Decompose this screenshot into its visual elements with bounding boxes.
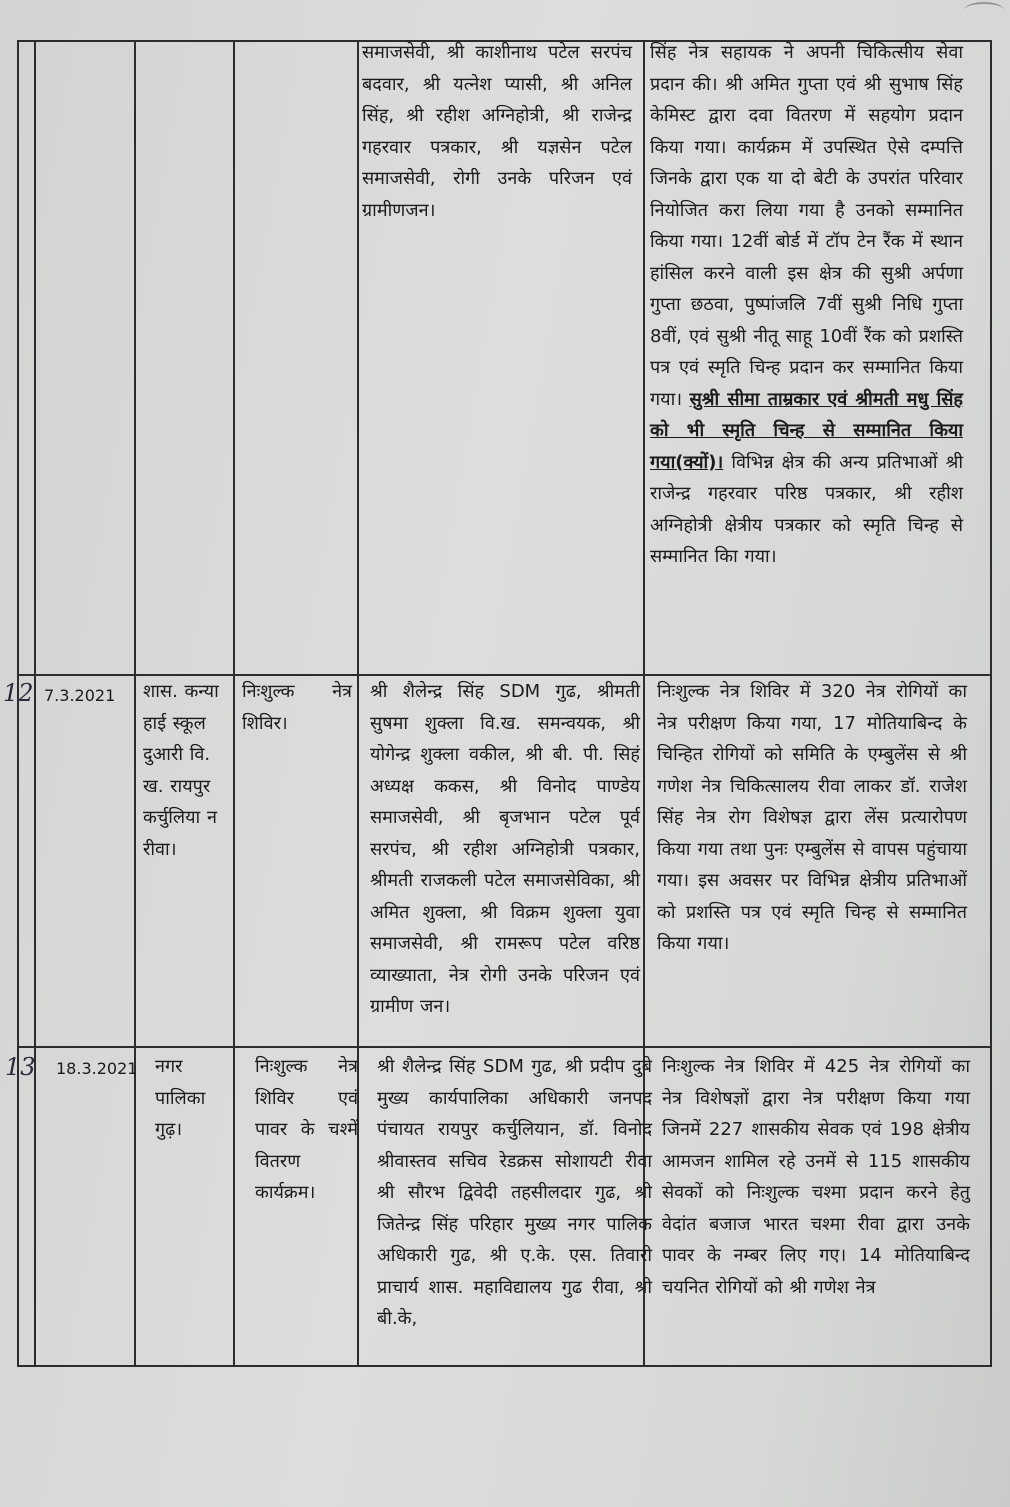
program-cell-13 — [255, 1051, 358, 1209]
row-line-13 — [17, 1046, 992, 1048]
folded-corner — [964, 2, 1004, 18]
col-line-7 — [990, 40, 992, 1367]
participants-cell-continued — [362, 37, 632, 226]
col-line-2 — [34, 40, 36, 1367]
row-number-12: 12 — [3, 679, 34, 707]
details-cell-12 — [657, 676, 967, 960]
row-number-13: 13 — [5, 1053, 36, 1081]
venue-cell-13 — [155, 1051, 227, 1146]
details-text: निःशुल्क नेत्र शिविर में 320 नेत्र रोगियों का नेत्र परीक्षण किया गया, 17 मोतियाबिन्द के चिन्हित रोगियों को समिति के एम्बुलेंस से श्री गणेश नेत्र चिकित्सालय रीवा लाकर डॉ. राजेश सिंह नेत्र रोग विशेषज्ञ द्वारा लेंस प्रत्यारोपण किया गया तथा पुनः एम्बुलेंस से वापस पहुंचाया गया। इस अवसर पर विभिन्न क्षेत्रीय प्रतिभाओं को प्रशस्ति पत्र एवं स्मृति चिन्ह से सम्मानित किया गया। — [657, 681, 967, 954]
participants-text: समाजसेवी, श्री काशीनाथ पटेल सरपंच बदवार, श्री यत्नेश प्यासी, श्री अनिल सिंह, श्री रहीश अग्निहोत्री, श्री राजेन्द्र गहरवार पत्रकार, श्री यज्ञसेन पटेल समाजसेवी, रोगी उनके परिजन एवं ग्रामीणजन। — [362, 42, 632, 221]
details-text: सिंह नेत्र सहायक ने अपनी चिकित्सीय सेवा प्रदान की। श्री अमित गुप्ता एवं श्री सुभाष सिंह केमिस्ट द्वारा दवा वितरण में सहयोग प्रदान किया गया। कार्यक्रम में उपस्थित ऐसे दम्पत्ति जिनके द्वारा एक या दो बेटी के उपरांत परिवार नियोजित करा लिया गया है उनको सम्मानित किया गया। 12वीं बोर्ड में टॉप टेन रैंक में स्थान हांसिल करने वाली इस क्षेत्र की सुश्री अर्पणा गुप्ता छठवा, पुष्पांजलि 7वीं सुश्री निधि गुप्ता 8वीं, एवं सुश्री नीतू साहू 10वीं रैंक को प्रशस्ति पत्र एवं स्मृति चिन्ह प्रदान कर सम्मानित किया गया। — [650, 42, 963, 410]
details-text-continued: विभिन्न क्षेत्र की अन्य प्रतिभाओं श्री राजेन्द्र गहरवार परिष्ठ पत्रकार, श्री रहीश अग्निहोत्री क्षेत्रीय पत्रकार को स्मृति चिन्ह से सम्मानित किा गया। — [650, 451, 963, 567]
details-text: निःशुल्क नेत्र शिविर में 425 नेत्र रोगियों का नेत्र विशेषज्ञों द्वारा नेत्र परीक्षण किया गया जिनमें 227 शासकीय सेवक एवं 198 क्षेत्रीय आमजन शामिल रहे उनमें से 115 शासकीय सेवकों को निःशुल्क चश्मा प्रदान करने हेतु वेदांत बजाज भारत चश्मा रीवा द्वारा उनके पावर के नम्बर लिए गए। 14 मोतियाबिन्द चयनित रोगियों को श्री गणेश नेत्र — [662, 1056, 970, 1298]
participants-text: श्री शैलेन्द्र सिंह SDM गुढ, श्रीमती सुषमा शुक्ला वि.ख. समन्वयक, श्री योगेन्द्र शुक्ला वकील, श्री बी. पी. सिहं अध्यक्ष ककस, श्री विनोद पाण्डेय समाजसेवी, श्री बृजभान पटेल पूर्व सरपंच, श्री रहीश अग्निहोत्री पत्रकार, श्रीमती राजकली पटेल समाजसेविका, श्री अमित शुक्ला, श्री विक्रम शुक्ला युवा समाजसेवी, श्री रामरूप पटेल वरिष्ठ व्याख्याता, नेत्र रोगी उनके परिजन एवं ग्रामीण जन। — [370, 681, 640, 1017]
venue-text: नगर पालिका गुढ़। — [155, 1056, 206, 1140]
participants-cell-13 — [377, 1051, 652, 1335]
details-cell-13 — [662, 1051, 970, 1303]
details-cell-continued — [650, 37, 963, 573]
row-date-13: 18.3.2021 — [56, 1059, 138, 1078]
row-line-bottom — [17, 1365, 992, 1367]
col-line-4 — [233, 40, 235, 1367]
venue-cell-12 — [143, 676, 231, 865]
program-text: निःशुल्क नेत्र शिविर। — [242, 681, 352, 734]
underlined-remark: सुश्री सीमा ताम्रकार एवं श्रीमती मधु सिंह को भी स्मृति चिन्ह से सम्मानित किया गया(क्यों)। — [650, 388, 963, 473]
participants-cell-12 — [370, 676, 640, 1023]
program-text: निःशुल्क नेत्र शिविर एवं पावर के चश्में वितरण कार्यक्रम। — [255, 1056, 358, 1203]
program-cell-12 — [242, 676, 352, 739]
participants-text: श्री शैलेन्द्र सिंह SDM गुढ, श्री प्रदीप दुबे मुख्य कार्यपालिका अधिकारी जनपद पंचायत रायपुर कर्चुलियान, डॉ. विनोद श्रीवास्तव सचिव रेडक्रस सोशायटी रीवा श्री सौरभ द्विवेदी तहसीलदार गुढ, श्री जितेन्द्र सिंह परिहार मुख्य नगर पालिक अधिकारी गुढ, श्री ए.के. एस. तिवारी प्राचार्य शास. महाविद्यालय गुढ रीवा, श्री बी.के, — [377, 1056, 652, 1329]
row-date-12: 7.3.2021 — [44, 686, 116, 705]
venue-text: शास. कन्या हाई स्कूल दुआरी वि. ख. रायपुर कर्चुलिया न रीवा। — [143, 681, 219, 860]
col-line-3 — [134, 40, 136, 1367]
